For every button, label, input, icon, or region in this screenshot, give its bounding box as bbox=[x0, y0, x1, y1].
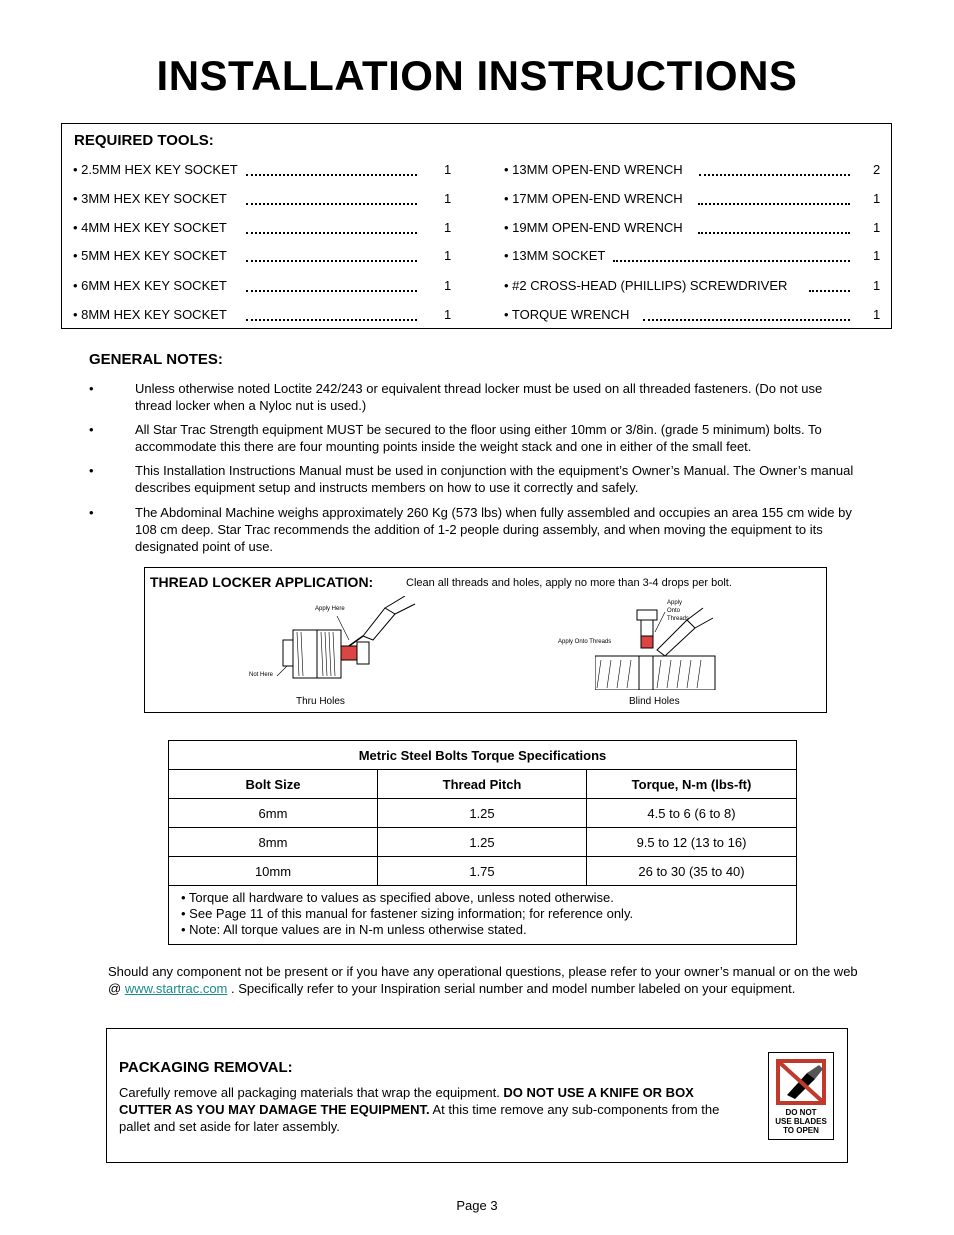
tool-quantity: 1 bbox=[873, 191, 881, 206]
table-note: • Note: All torque values are in N-m unless otherwise stated. bbox=[181, 922, 527, 937]
tool-label: • 13MM OPEN-END WRENCH bbox=[504, 162, 683, 177]
no-blades-label bbox=[769, 1108, 833, 1135]
thread-locker-heading: THREAD LOCKER APPLICATION: bbox=[150, 574, 374, 590]
table-cell: 10mm bbox=[169, 857, 378, 886]
apply-here-label: Apply Here bbox=[315, 606, 345, 612]
table-title: Metric Steel Bolts Torque Specifications bbox=[169, 741, 797, 770]
tool-item bbox=[504, 220, 883, 240]
dot-leader bbox=[246, 166, 417, 176]
tool-quantity: 1 bbox=[873, 307, 881, 322]
note-text: Unless otherwise noted Loctite 242/243 or equivalent thread locker must be used on all threaded fasteners. (Do not use thread locker when a Nyloc nut is used.) bbox=[135, 381, 823, 413]
tool-quantity: 1 bbox=[444, 307, 452, 322]
tool-label: • #2 CROSS-HEAD (PHILLIPS) SCREWDRIVER bbox=[504, 278, 788, 293]
tool-label: • 6MM HEX KEY SOCKET bbox=[73, 278, 227, 293]
no-blades-label-line: DO NOT bbox=[785, 1108, 817, 1117]
tool-label: • 2.5MM HEX KEY SOCKET bbox=[73, 162, 238, 177]
contact-paragraph bbox=[108, 963, 858, 997]
note-text: The Abdominal Machine weighs approximately 260 Kg (573 lbs) when fully assembled and occupies an area 155 cm wide by 108 cm deep. Star Trac recommends the addition of 1-2 people during assembly, and when moving the equipment to its designated point of use. bbox=[135, 505, 852, 554]
contact-text: Should any component not be present or if you have any operational questions, please refer to your owner’s manual or on the web @ bbox=[108, 964, 858, 996]
tool-quantity: 1 bbox=[444, 220, 452, 235]
dot-leader bbox=[699, 166, 850, 176]
no-blades-label-line: TO OPEN bbox=[783, 1126, 819, 1135]
dot-leader bbox=[698, 224, 850, 234]
thru-holes-caption: Thru Holes bbox=[296, 696, 345, 707]
table-note: • See Page 11 of this manual for fastener sizing information; for reference only. bbox=[181, 906, 634, 921]
tool-item bbox=[504, 307, 883, 327]
table-cell: 9.5 to 12 (13 to 16) bbox=[587, 828, 797, 857]
table-note: • Torque all hardware to values as specified above, unless noted otherwise. bbox=[181, 890, 614, 905]
tool-label: • 4MM HEX KEY SOCKET bbox=[73, 220, 227, 235]
page-title: INSTALLATION INSTRUCTIONS bbox=[156, 52, 798, 99]
dot-leader bbox=[698, 195, 850, 205]
tool-item bbox=[504, 191, 883, 211]
dot-leader bbox=[246, 252, 417, 262]
packaging-removal-box bbox=[106, 1028, 848, 1163]
table-header-row bbox=[169, 770, 797, 799]
dot-leader bbox=[246, 282, 417, 292]
apply-onto-threads-label: Apply Onto Threads bbox=[558, 639, 612, 645]
table-title-row bbox=[169, 741, 797, 770]
column-header: Torque, N-m (lbs-ft) bbox=[587, 770, 797, 799]
note-bullet: • bbox=[89, 422, 94, 437]
required-tools-box bbox=[61, 123, 892, 329]
apply-onto-label-3: Threads bbox=[667, 616, 690, 622]
tool-quantity: 1 bbox=[873, 248, 881, 263]
dot-leader bbox=[809, 282, 850, 292]
table-notes bbox=[169, 886, 797, 945]
table-cell: 26 to 30 (35 to 40) bbox=[587, 857, 797, 886]
table-cell: 1.75 bbox=[378, 857, 587, 886]
tool-label: • 13MM SOCKET bbox=[504, 248, 606, 263]
contact-text-end: . Specifically refer to your Inspiration serial number and model number labeled on your equipment. bbox=[227, 981, 796, 996]
table-row bbox=[169, 828, 797, 857]
tool-quantity: 1 bbox=[444, 278, 452, 293]
apply-onto-label-2: Onto bbox=[667, 608, 681, 614]
tool-label: • 5MM HEX KEY SOCKET bbox=[73, 248, 227, 263]
table-row bbox=[169, 799, 797, 828]
dot-leader bbox=[246, 224, 417, 234]
apply-onto-label-1: Apply bbox=[667, 600, 683, 606]
tool-quantity: 1 bbox=[873, 278, 881, 293]
blind-holes-illustration bbox=[595, 598, 725, 690]
table-cell: 1.25 bbox=[378, 799, 587, 828]
not-here-label: Not Here bbox=[249, 672, 274, 678]
table-cell: 8mm bbox=[169, 828, 378, 857]
tool-quantity: 1 bbox=[444, 191, 452, 206]
packaging-text-start: Carefully remove all packaging materials that wrap the equipment. bbox=[119, 1085, 504, 1100]
tool-label: • 17MM OPEN-END WRENCH bbox=[504, 191, 683, 206]
packaging-text bbox=[119, 1084, 744, 1135]
tool-quantity: 2 bbox=[873, 162, 881, 177]
required-tools-heading: REQUIRED TOOLS: bbox=[74, 132, 214, 149]
dot-leader bbox=[246, 195, 417, 205]
dot-leader bbox=[246, 311, 417, 321]
tool-item bbox=[73, 220, 454, 240]
tool-label: • 3MM HEX KEY SOCKET bbox=[73, 191, 227, 206]
table-cell: 1.25 bbox=[378, 828, 587, 857]
tool-item bbox=[73, 191, 454, 211]
packaging-text-end: At this time remove any sub-components from the pallet and set aside for later assembly. bbox=[119, 1102, 720, 1134]
no-blades-icon bbox=[768, 1052, 834, 1140]
note-bullet: • bbox=[89, 463, 94, 478]
packaging-warning: DO NOT USE A KNIFE OR BOX CUTTER AS YOU MAY DAMAGE THE EQUIPMENT. bbox=[119, 1085, 694, 1117]
tool-item bbox=[504, 278, 883, 298]
thread-locker-description: Clean all threads and holes, apply no more than 3-4 drops per bolt. bbox=[406, 577, 732, 589]
no-blades-symbol bbox=[769, 1053, 833, 1107]
column-header: Thread Pitch bbox=[378, 770, 587, 799]
column-header: Bolt Size bbox=[169, 770, 378, 799]
tool-item bbox=[504, 162, 883, 182]
general-notes-heading: GENERAL NOTES: bbox=[89, 351, 223, 368]
dot-leader bbox=[613, 252, 850, 262]
torque-spec-table bbox=[168, 740, 797, 945]
tool-item bbox=[73, 162, 454, 182]
tool-quantity: 1 bbox=[873, 220, 881, 235]
table-notes-row bbox=[169, 886, 797, 945]
table-cell: 4.5 to 6 (6 to 8) bbox=[587, 799, 797, 828]
startrac-link[interactable]: www.startrac.com bbox=[124, 981, 228, 996]
tool-label: • 8MM HEX KEY SOCKET bbox=[73, 307, 227, 322]
page-number: Page 3 bbox=[456, 1198, 498, 1213]
packaging-heading: PACKAGING REMOVAL: bbox=[119, 1059, 293, 1076]
thread-locker-box bbox=[144, 567, 827, 713]
note-bullet: • bbox=[89, 381, 94, 396]
tool-quantity: 1 bbox=[444, 248, 452, 263]
note-text: This Installation Instructions Manual must be used in conjunction with the equipment’s Owner’s Manual. The Owner’s manual describes equipment setup and instructs members on how to use it correctly and safely. bbox=[135, 463, 854, 495]
no-blades-label-line: USE BLADES bbox=[775, 1117, 827, 1126]
tool-item bbox=[504, 248, 883, 268]
table-row bbox=[169, 857, 797, 886]
blind-holes-caption: Blind Holes bbox=[629, 696, 680, 707]
note-bullet: • bbox=[89, 505, 94, 520]
note-text: All Star Trac Strength equipment MUST be secured to the floor using either 10mm or 3/8in. (grade 5 minimum) bolts. To accommodate this there are four mounting points inside the weight stack and one in either of the small feet. bbox=[135, 422, 822, 454]
tool-item bbox=[73, 278, 454, 298]
tool-label: • 19MM OPEN-END WRENCH bbox=[504, 220, 683, 235]
dot-leader bbox=[643, 311, 850, 321]
tool-quantity: 1 bbox=[444, 162, 452, 177]
tool-item bbox=[73, 248, 454, 268]
tool-label: • TORQUE WRENCH bbox=[504, 307, 630, 322]
tool-item bbox=[73, 307, 454, 327]
table-cell: 6mm bbox=[169, 799, 378, 828]
